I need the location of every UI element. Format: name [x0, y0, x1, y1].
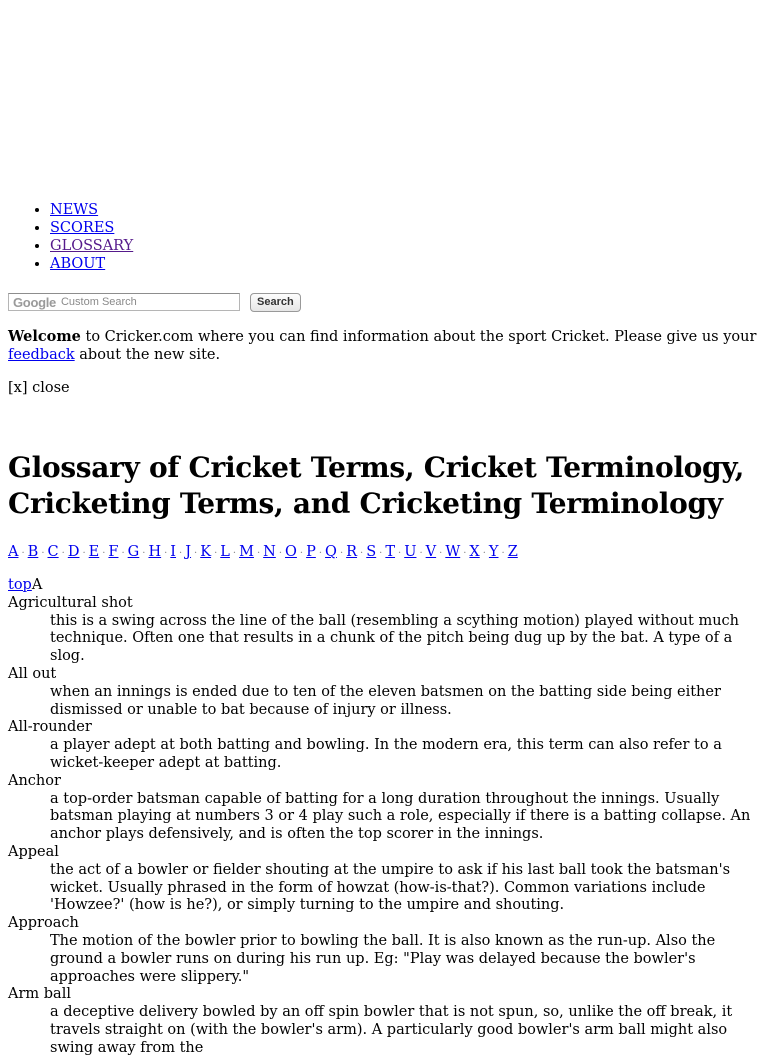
- glossary-term: Anchor: [8, 772, 61, 789]
- alphabet-separator: ·: [41, 548, 45, 559]
- glossary-definition: a top-order batsman capable of batting for a long duration throughout the innings. Usually batsman playing at numbers 3 or 4 play such a role, especially if there is a batting collapse. An anchor plays defensively, and is often the top scorer in the innings.: [50, 790, 751, 843]
- glossary-definition: when an innings is ended due to ten of the eleven batsmen on the batting side being either dismissed or unable to bat because of injury or illness.: [50, 683, 721, 718]
- alphabet-link-d[interactable]: D: [67, 544, 80, 560]
- alphabet-link-t[interactable]: T: [385, 544, 396, 560]
- feedback-link[interactable]: feedback: [8, 347, 75, 363]
- alphabet-link-e[interactable]: E: [88, 544, 100, 560]
- welcome-message: [8, 328, 760, 364]
- glossary-definition: a player adept at both batting and bowling. In the modern era, this term can also refer to a wicket-keeper adept at batting.: [50, 737, 722, 771]
- alphabet-link-u[interactable]: U: [404, 544, 417, 560]
- page-title: Glossary of Cricket Terms, Cricket Terminology, Cricketing Terms, and Cricketing Terminology: [8, 451, 745, 520]
- alphabet-separator: ·: [102, 548, 106, 559]
- alphabet-link-x[interactable]: X: [469, 544, 480, 560]
- alphabet-link-i[interactable]: I: [170, 544, 177, 560]
- alphabet-link-o[interactable]: O: [285, 544, 297, 560]
- section-letter: A: [31, 577, 43, 593]
- alphabet-separator: ·: [360, 548, 364, 559]
- nav-link-scores[interactable]: SCORES: [50, 220, 115, 236]
- alphabet-link-r[interactable]: R: [346, 544, 358, 560]
- alphabet-separator: ·: [21, 548, 25, 559]
- nav-link-glossary[interactable]: GLOSSARY: [50, 238, 134, 254]
- alphabet-link-j[interactable]: J: [185, 544, 192, 560]
- alphabet-separator: ·: [256, 548, 261, 559]
- section-heading: [8, 577, 760, 595]
- welcome-text-end: about the new site.: [74, 347, 221, 363]
- alphabet-separator: ·: [339, 548, 344, 559]
- alphabet-separator: ·: [179, 548, 183, 559]
- search-placeholder: Custom Search: [60, 296, 137, 308]
- alphabet-link-l[interactable]: L: [220, 544, 230, 560]
- nav-item-news: [50, 201, 133, 219]
- glossary-list: [8, 577, 760, 1058]
- alphabet-separator: ·: [379, 548, 383, 559]
- alphabet-link-n[interactable]: N: [263, 544, 276, 560]
- nav-item-glossary: [50, 237, 133, 255]
- alphabet-separator: ·: [463, 548, 467, 559]
- alphabet-index: [8, 543, 518, 563]
- alphabet-link-h[interactable]: H: [148, 544, 162, 560]
- alphabet-link-v[interactable]: V: [425, 544, 437, 560]
- alphabet-link-c[interactable]: C: [47, 544, 59, 560]
- welcome-bold: Welcome: [8, 328, 81, 345]
- glossary-definition: a deceptive delivery bowled by an off spin bowler that is not spun, so, unlike the off break, it travels straight on (with the bowler's arm). A particularly good bowler's arm ball might also swing away from the: [50, 1004, 733, 1056]
- nav-item-scores: [50, 219, 133, 237]
- alphabet-link-f[interactable]: F: [108, 544, 119, 560]
- glossary-term: Approach: [8, 915, 79, 932]
- alphabet-separator: ·: [278, 548, 283, 559]
- alphabet-separator: ·: [419, 548, 423, 559]
- alphabet-separator: ·: [318, 548, 323, 559]
- nav-item-about: [50, 255, 133, 273]
- alphabet-separator: ·: [82, 548, 86, 559]
- nav-link-news[interactable]: NEWS: [50, 202, 99, 218]
- alphabet-separator: ·: [482, 548, 486, 559]
- alphabet-separator: ·: [142, 548, 146, 559]
- alphabet-separator: ·: [164, 548, 168, 559]
- alphabet-link-s[interactable]: S: [366, 544, 377, 560]
- nav-link-about[interactable]: ABOUT: [50, 256, 106, 272]
- glossary-definition: the act of a bowler or fielder shouting at the umpire to ask if his last ball took the batsman's wicket. Usually phrased in the form of howzat (how-is-that?). Common variations include 'Howzee?' (how is he?), or simply turning to the umpire and shouting.: [50, 861, 731, 914]
- alphabet-separator: ·: [121, 548, 125, 559]
- glossary-term: All-rounder: [8, 719, 92, 736]
- top-link[interactable]: top: [8, 577, 32, 593]
- alphabet-link-p[interactable]: P: [306, 544, 316, 560]
- glossary-definition: The motion of the bowler prior to bowling the ball. It is also known as the run-up. Also the ground a bowler runs on during his run up. Eg: "Play was delayed because the bowler's approaches were slippery.": [50, 932, 716, 985]
- welcome-text: to Cricker.com where you can find information about the sport Cricket. Please give us your: [80, 329, 757, 345]
- alphabet-separator: ·: [501, 548, 505, 559]
- alphabet-separator: ·: [299, 548, 304, 559]
- alphabet-separator: ·: [194, 548, 198, 559]
- alphabet-separator: ·: [214, 548, 218, 559]
- alphabet-separator: ·: [398, 548, 402, 559]
- glossary-term: Agricultural shot: [8, 594, 133, 611]
- alphabet-link-w[interactable]: W: [445, 544, 461, 560]
- search-button[interactable]: Search: [250, 293, 301, 312]
- main-nav: [8, 201, 133, 273]
- custom-search: [8, 292, 301, 312]
- alphabet-link-y[interactable]: Y: [488, 544, 499, 560]
- glossary-term: All out: [8, 665, 57, 682]
- alphabet-link-a[interactable]: A: [8, 544, 19, 560]
- google-logo: Google: [13, 294, 56, 310]
- alphabet-link-z[interactable]: Z: [507, 544, 518, 560]
- glossary-term: Arm ball: [8, 986, 71, 1003]
- alphabet-separator: ·: [61, 548, 65, 559]
- alphabet-link-k[interactable]: K: [200, 544, 212, 560]
- close-button[interactable]: [x] close: [8, 380, 70, 396]
- glossary-definition: this is a swing across the line of the ball (resembling a scything motion) played without much technique. Often one that results in a chunk of the pitch being dug up by the bat. A type of a slog.: [50, 612, 740, 665]
- alphabet-link-b[interactable]: B: [27, 544, 39, 560]
- search-input[interactable]: [8, 293, 240, 311]
- alphabet-link-g[interactable]: G: [127, 544, 140, 560]
- alphabet-link-m[interactable]: M: [239, 544, 254, 560]
- alphabet-separator: ·: [232, 548, 237, 559]
- alphabet-separator: ·: [439, 548, 443, 559]
- glossary-term: Appeal: [8, 843, 59, 860]
- alphabet-link-q[interactable]: Q: [325, 544, 337, 560]
